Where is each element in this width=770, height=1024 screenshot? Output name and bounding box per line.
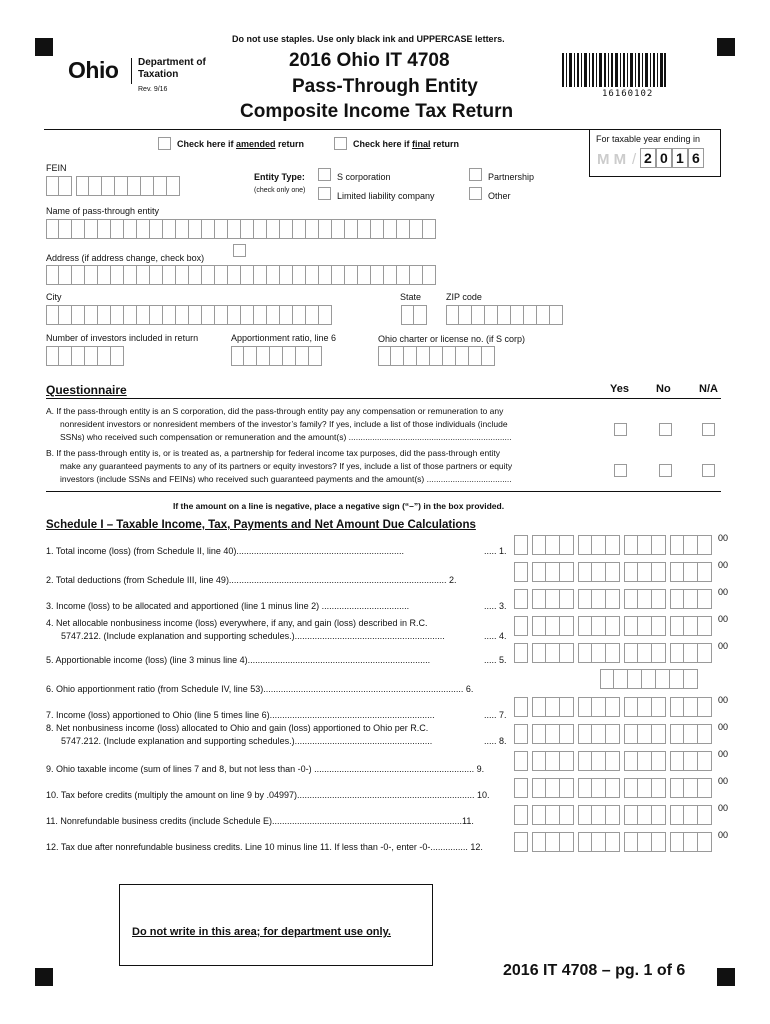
other-entity-label: Other: [488, 191, 511, 201]
schedule-line-12-label: 12. Tax due after nonrefundable business credits. Line 10 minus line 11. If less than -0-, enter -0-............... 12.: [46, 842, 483, 852]
address-input[interactable]: [46, 265, 436, 285]
schedule-line-3-number: ..... 3.: [484, 601, 507, 611]
char-cell[interactable]: [215, 305, 228, 325]
entity-type-note: (check only one): [254, 187, 306, 194]
char-cell[interactable]: [550, 305, 563, 325]
tax-year-slash: /: [632, 151, 637, 168]
char-cell[interactable]: [498, 305, 511, 325]
char-cell[interactable]: [511, 305, 524, 325]
char-cell[interactable]: [293, 219, 306, 239]
char-cell[interactable]: [215, 219, 228, 239]
char-cell[interactable]: [319, 219, 332, 239]
state-label: State: [400, 292, 422, 302]
char-cell[interactable]: [332, 265, 345, 285]
zip-input[interactable]: [446, 305, 563, 325]
char-cell[interactable]: [345, 219, 358, 239]
schedule-line-2-label: 2. Total deductions (from Schedule III, line 49)....................................................................................... 2.: [46, 575, 457, 585]
entity-type-label: Entity Type:: [254, 172, 305, 182]
question-b-line-1: B. If the pass-through entity is, or is treated as, a partnership for federal income tax purposes, did the pass-through entity: [46, 448, 501, 458]
apportionment-input[interactable]: [231, 346, 322, 366]
char-cell[interactable]: [524, 305, 537, 325]
department-line-2: Taxation: [138, 69, 179, 80]
char-cell[interactable]: [72, 346, 85, 366]
char-cell[interactable]: [124, 305, 137, 325]
negative-sign-note: If the amount on a line is negative, place a negative sign (“–”) in the box provided.: [173, 501, 505, 511]
questionnaire-bottom-rule: [46, 491, 721, 492]
char-cell[interactable]: [443, 346, 456, 366]
question-b-line-3: investors (include SSNs and FEINs) who received such guaranteed payments and the amount(s) ....................................: [60, 474, 512, 484]
schedule-line-10-amount[interactable]: [514, 778, 728, 798]
schedule-line-8-label-cont: 5747.212. (Include explanation and supporting schedules.).......................................................: [61, 736, 433, 746]
char-cell[interactable]: [280, 265, 293, 285]
char-cell[interactable]: [384, 265, 397, 285]
char-cell[interactable]: [124, 265, 137, 285]
char-cell[interactable]: [306, 305, 319, 325]
city-input[interactable]: [46, 305, 332, 325]
year-digit-2-text: 0: [660, 150, 668, 166]
char-cell[interactable]: [283, 346, 296, 366]
char-cell[interactable]: [456, 346, 469, 366]
char-cell[interactable]: [267, 305, 280, 325]
schedule-line-4-label-cont: 5747.212. (Include explanation and supporting schedules.)............................................................: [61, 631, 445, 641]
amended-return-label: Check here if amended return: [177, 139, 305, 149]
char-cell[interactable]: [59, 346, 72, 366]
char-cell[interactable]: [254, 305, 267, 325]
year-digit-4-text: 6: [692, 150, 700, 166]
tax-year-month[interactable]: M M: [597, 151, 627, 168]
char-cell[interactable]: [378, 346, 391, 366]
cents-label: 00: [718, 614, 729, 624]
cents-label: 00: [718, 560, 729, 570]
char-cell[interactable]: [472, 305, 485, 325]
question-b-na-checkbox[interactable]: [702, 464, 715, 477]
year-digit-3-text: 1: [676, 150, 684, 166]
schedule-line-12-amount[interactable]: [514, 832, 728, 852]
char-cell[interactable]: [309, 346, 322, 366]
question-b-line-2: make any guaranteed payments to any of its partners or equity investors? If yes, include a list of those partners or equity: [60, 461, 513, 471]
char-cell[interactable]: [85, 265, 98, 285]
schedule-line-8-number: ..... 8.: [484, 736, 507, 746]
header-rule: [44, 129, 589, 130]
char-cell[interactable]: [267, 219, 280, 239]
char-cell[interactable]: [391, 346, 404, 366]
entity-name-input[interactable]: [46, 219, 436, 239]
char-cell[interactable]: [228, 305, 241, 325]
fein-label: FEIN: [46, 163, 67, 173]
schedule-line-9-amount[interactable]: [514, 751, 728, 771]
char-cell[interactable]: [358, 265, 371, 285]
revision-date: Rev. 9/16: [138, 86, 168, 93]
char-cell[interactable]: [384, 219, 397, 239]
schedule-line-5-number: ..... 5.: [484, 655, 507, 665]
department-line-1: Department of: [138, 57, 206, 68]
char-cell[interactable]: [319, 305, 332, 325]
logo-divider: [131, 58, 132, 84]
char-cell[interactable]: [228, 265, 241, 285]
na-header: N/A: [699, 383, 718, 395]
schedule-line-4-amount[interactable]: [514, 616, 728, 636]
char-cell[interactable]: [215, 265, 228, 285]
investors-label: Number of investors included in return: [46, 333, 199, 343]
char-cell[interactable]: [163, 219, 176, 239]
char-cell[interactable]: [241, 219, 254, 239]
question-b-no-checkbox[interactable]: [659, 464, 672, 477]
char-cell[interactable]: [371, 265, 384, 285]
char-cell[interactable]: [231, 346, 244, 366]
char-cell[interactable]: [358, 219, 371, 239]
llc-checkbox[interactable]: [318, 187, 331, 200]
address-label: Address (if address change, check box): [46, 253, 205, 263]
char-cell[interactable]: [244, 346, 257, 366]
char-cell[interactable]: [293, 265, 306, 285]
cents-label: 00: [718, 803, 729, 813]
char-cell[interactable]: [189, 219, 202, 239]
schedule-line-7-label: 7. Income (loss) apportioned to Ohio (line 5 times line 6)..................................................................: [46, 710, 435, 720]
schedule-line-11-label: 11. Nonrefundable business credits (include Schedule E)............................................................................11.: [46, 816, 474, 826]
form-title-line-1: 2016 Ohio IT 4708: [289, 50, 450, 71]
address-change-checkbox[interactable]: [233, 244, 246, 257]
char-cell[interactable]: [150, 219, 163, 239]
form-title-line-3: Composite Income Tax Return: [240, 101, 514, 122]
s-corporation-checkbox[interactable]: [318, 168, 331, 181]
char-cell[interactable]: [482, 346, 495, 366]
char-cell[interactable]: [417, 346, 430, 366]
char-cell[interactable]: [254, 265, 267, 285]
cents-label: 00: [718, 776, 729, 786]
apportionment-label: Apportionment ratio, line 6: [231, 333, 337, 343]
schedule-line-6-amount[interactable]: [600, 669, 702, 689]
char-cell[interactable]: [189, 265, 202, 285]
other-entity-checkbox[interactable]: [469, 187, 482, 200]
page-number: 2016 IT 4708 – pg. 1 of 6: [503, 962, 686, 979]
llc-label: Limited liability company: [337, 191, 435, 201]
char-cell[interactable]: [267, 265, 280, 285]
char-cell[interactable]: [72, 265, 85, 285]
questionnaire-title: Questionnaire: [46, 383, 127, 397]
char-cell[interactable]: [537, 305, 550, 325]
amended-return-checkbox[interactable]: [158, 137, 171, 150]
char-cell[interactable]: [72, 219, 85, 239]
char-cell[interactable]: [228, 219, 241, 239]
header-notice: Do not use staples. Use only black ink and UPPERCASE letters.: [232, 34, 505, 44]
yes-header: Yes: [610, 383, 629, 395]
char-cell[interactable]: [176, 219, 189, 239]
year-digit-1-text: 2: [644, 150, 652, 166]
char-cell[interactable]: [423, 219, 436, 239]
char-cell[interactable]: [46, 346, 59, 366]
cents-label: 00: [718, 695, 729, 705]
zip-label: ZIP code: [446, 292, 482, 302]
char-cell[interactable]: [46, 219, 59, 239]
char-cell[interactable]: [111, 346, 124, 366]
department-use-area: [119, 884, 433, 966]
schedule-line-1-number: ..... 1.: [484, 546, 507, 556]
registration-mark-top-left: [35, 38, 53, 56]
char-cell[interactable]: [280, 305, 293, 325]
question-a-yes-checkbox[interactable]: [614, 423, 627, 436]
char-cell[interactable]: [202, 305, 215, 325]
char-cell[interactable]: [469, 346, 482, 366]
department-use-text: Do not write in this area; for department use only.: [132, 926, 391, 938]
schedule-title: Schedule I – Taxable Income, Tax, Payments and Net Amount Due Calculations: [46, 519, 476, 531]
char-cell[interactable]: [46, 265, 59, 285]
final-return-checkbox[interactable]: [334, 137, 347, 150]
final-return-label: Check here if final return: [353, 139, 460, 149]
char-cell[interactable]: [280, 219, 293, 239]
char-cell[interactable]: [111, 219, 124, 239]
char-cell[interactable]: [163, 305, 176, 325]
schedule-line-1-label: 1. Total income (loss) (from Schedule II, line 40)...................................................................: [46, 546, 404, 556]
char-cell[interactable]: [202, 219, 215, 239]
char-cell[interactable]: [98, 219, 111, 239]
question-a-no-checkbox[interactable]: [659, 423, 672, 436]
char-cell[interactable]: [59, 265, 72, 285]
schedule-line-5-label: 5. Apportionable income (loss) (line 3 minus line 4).........................................................................: [46, 655, 431, 665]
char-cell[interactable]: [306, 219, 319, 239]
schedule-line-8-amount[interactable]: [514, 724, 728, 744]
char-cell[interactable]: [98, 265, 111, 285]
cents-label: 00: [718, 587, 729, 597]
char-cell[interactable]: [410, 219, 423, 239]
cents-label: 00: [718, 749, 729, 759]
char-cell[interactable]: [85, 346, 98, 366]
char-cell[interactable]: [150, 305, 163, 325]
schedule-line-3-label: 3. Income (loss) to be allocated and apportioned (line 1 minus line 2) ...................................: [46, 601, 410, 611]
tax-year-label: For taxable year ending in: [596, 134, 701, 144]
char-cell[interactable]: [98, 305, 111, 325]
no-header: No: [656, 383, 671, 395]
registration-mark-bottom-right: [717, 968, 735, 986]
cents-label: 00: [718, 830, 729, 840]
cents-label: 00: [718, 533, 729, 543]
questionnaire-rule: [46, 398, 721, 399]
char-cell[interactable]: [410, 265, 423, 285]
fein-input[interactable]: [46, 176, 180, 196]
ohio-logo: Ohio: [68, 57, 119, 83]
char-cell[interactable]: [137, 305, 150, 325]
investors-input[interactable]: [46, 346, 124, 366]
char-cell[interactable]: [485, 305, 498, 325]
char-cell[interactable]: [111, 305, 124, 325]
schedule-line-1-amount[interactable]: [514, 535, 728, 555]
char-cell[interactable]: [85, 219, 98, 239]
char-cell[interactable]: [59, 219, 72, 239]
char-cell[interactable]: [319, 265, 332, 285]
char-cell[interactable]: [423, 265, 436, 285]
char-cell[interactable]: [241, 305, 254, 325]
char-cell[interactable]: [163, 265, 176, 285]
char-cell[interactable]: [59, 305, 72, 325]
char-cell[interactable]: [124, 219, 137, 239]
schedule-line-7-amount[interactable]: [514, 697, 728, 717]
schedule-line-7-number: ..... 7.: [484, 710, 507, 720]
schedule-line-6-label: 6. Ohio apportionment ratio (from Schedule IV, line 53)................................................................................ 6.: [46, 684, 474, 694]
char-cell[interactable]: [293, 305, 306, 325]
char-cell[interactable]: [85, 305, 98, 325]
barcode-graphic: [562, 53, 666, 87]
charter-label: Ohio charter or license no. (if S corp): [378, 334, 526, 344]
char-cell[interactable]: [254, 219, 267, 239]
question-a-line-1: A. If the pass-through entity is an S corporation, did the pass-through entity pay any compensation or remuneration to any: [46, 406, 504, 416]
barcode-number: 16160102: [602, 89, 654, 99]
schedule-line-5-amount[interactable]: [514, 643, 728, 663]
char-cell[interactable]: [72, 305, 85, 325]
char-cell[interactable]: [189, 305, 202, 325]
char-cell[interactable]: [137, 265, 150, 285]
char-cell[interactable]: [306, 265, 319, 285]
schedule-line-4-number: ..... 4.: [484, 631, 507, 641]
char-cell[interactable]: [257, 346, 270, 366]
schedule-line-8-label: 8. Net nonbusiness income (loss) allocated to Ohio and gain (loss) apportioned to Ohio per R.C.: [46, 723, 429, 733]
charter-input[interactable]: [378, 346, 495, 366]
partnership-label: Partnership: [488, 172, 535, 182]
schedule-line-2-amount[interactable]: [514, 562, 728, 582]
question-a-line-2: nonresident investors or nonresident members of the investor’s family? If yes, include a list of those individuals (include: [60, 419, 508, 429]
city-label: City: [46, 292, 62, 302]
cents-label: 00: [718, 722, 729, 732]
char-cell[interactable]: [176, 305, 189, 325]
char-cell[interactable]: [446, 305, 459, 325]
char-cell[interactable]: [241, 265, 254, 285]
question-a-line-3: SSNs) who received such compensation or remuneration and the amount(s) .....................................................................: [60, 432, 512, 442]
registration-mark-top-right: [717, 38, 735, 56]
char-cell[interactable]: [430, 346, 443, 366]
schedule-line-9-label: 9. Ohio taxable income (sum of lines 7 and 8, but not less than -0-) ................................................................ 9.: [46, 764, 485, 774]
partnership-checkbox[interactable]: [469, 168, 482, 181]
char-cell[interactable]: [98, 346, 111, 366]
char-cell[interactable]: [46, 305, 59, 325]
char-cell[interactable]: [150, 265, 163, 285]
cents-label: 00: [718, 641, 729, 651]
char-cell[interactable]: [137, 219, 150, 239]
question-b-yes-checkbox[interactable]: [614, 464, 627, 477]
char-cell[interactable]: [397, 265, 410, 285]
char-cell[interactable]: [176, 265, 189, 285]
entity-name-label: Name of pass-through entity: [46, 206, 160, 216]
registration-mark-bottom-left: [35, 968, 53, 986]
form-title-line-2: Pass-Through Entity: [292, 76, 478, 97]
schedule-line-3-amount[interactable]: [514, 589, 728, 609]
char-cell[interactable]: [371, 219, 384, 239]
question-a-na-checkbox[interactable]: [702, 423, 715, 436]
char-cell[interactable]: [111, 265, 124, 285]
char-cell[interactable]: [270, 346, 283, 366]
schedule-line-11-amount[interactable]: [514, 805, 728, 825]
char-cell[interactable]: [459, 305, 472, 325]
char-cell[interactable]: [404, 346, 417, 366]
char-cell[interactable]: [332, 219, 345, 239]
char-cell[interactable]: [296, 346, 309, 366]
char-cell[interactable]: [345, 265, 358, 285]
state-input[interactable]: [401, 305, 427, 325]
s-corporation-label: S corporation: [337, 172, 391, 182]
schedule-line-4-label: 4. Net allocable nonbusiness income (loss) everywhere, if any, and gain (loss) described in R.C.: [46, 618, 428, 628]
char-cell[interactable]: [202, 265, 215, 285]
char-cell[interactable]: [397, 219, 410, 239]
schedule-line-10-label: 10. Tax before credits (multiply the amount on line 9 by .04997)....................................................................... 10.: [46, 790, 490, 800]
